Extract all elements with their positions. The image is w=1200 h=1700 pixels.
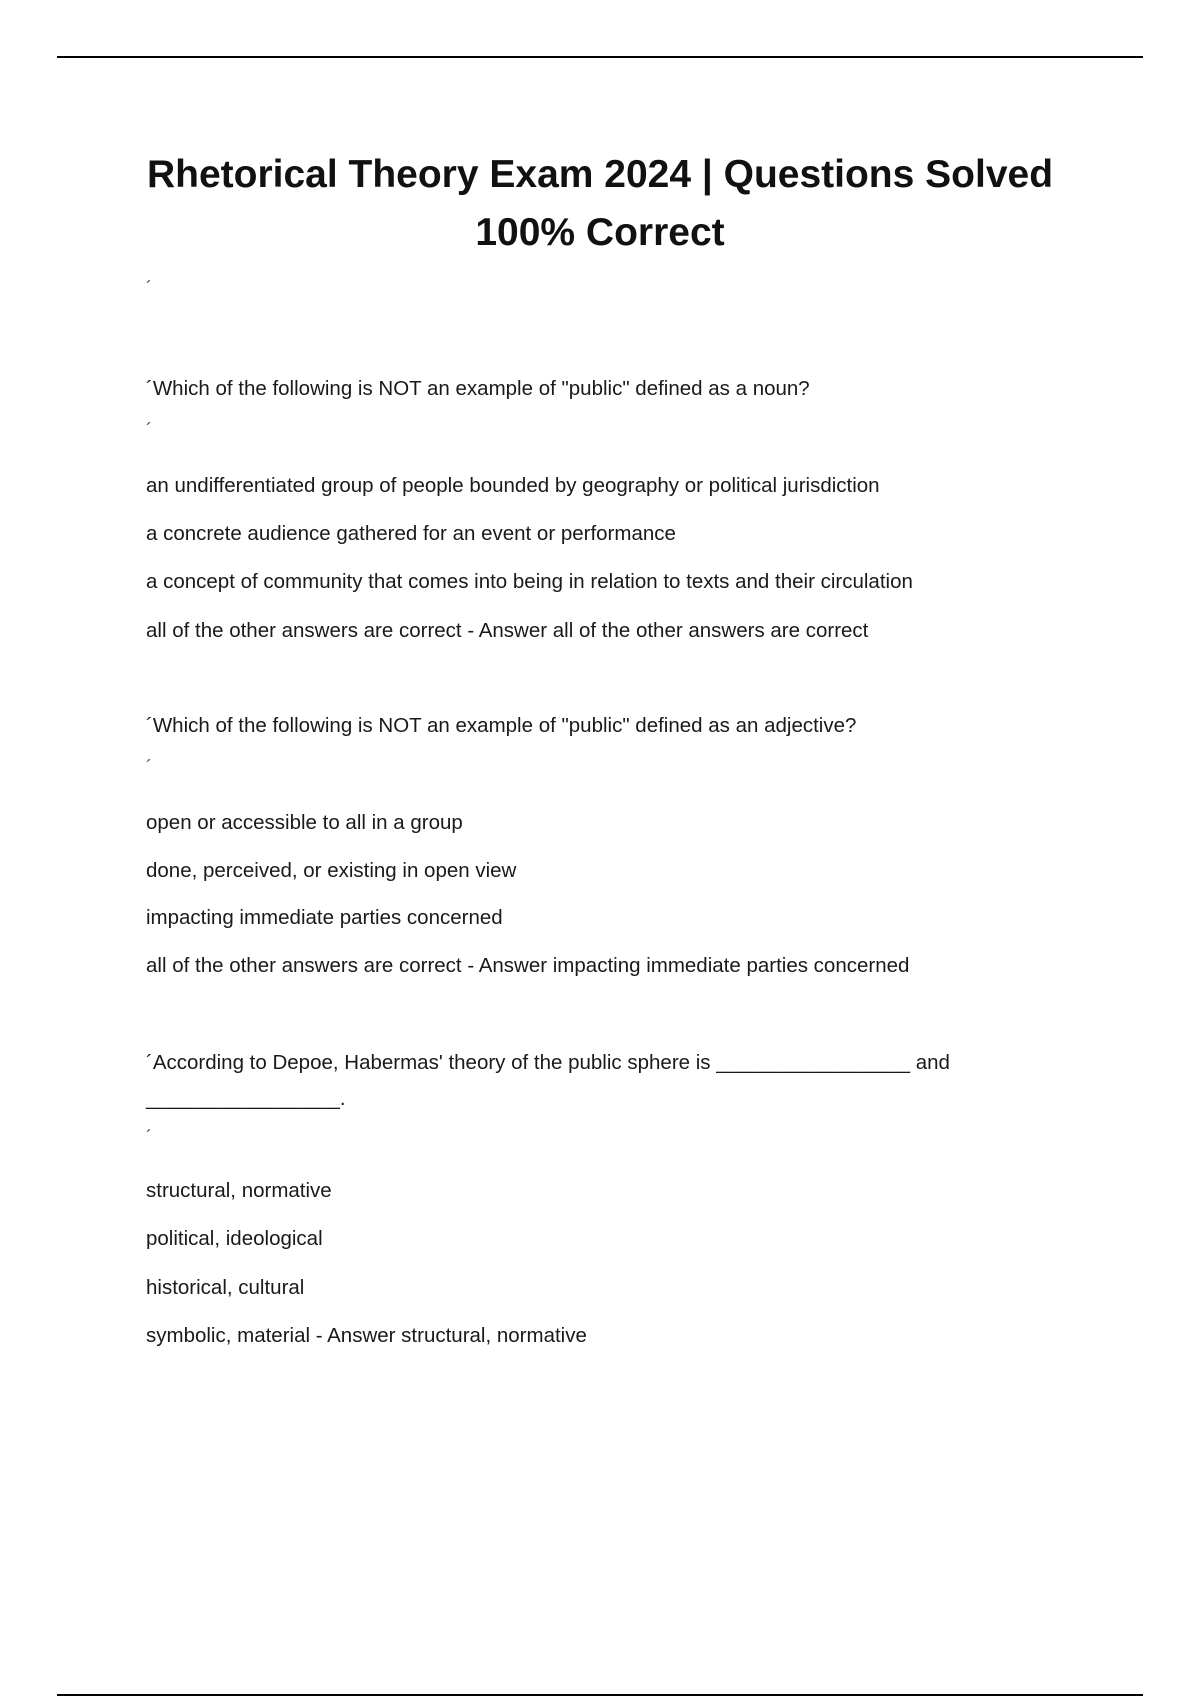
answer-option: all of the other answers are correct - Answer all of the other answers are correct xyxy=(146,619,869,642)
answer-option: symbolic, material - Answer structural, normative xyxy=(146,1324,587,1347)
answer-option: political, ideological xyxy=(146,1227,323,1250)
question-text: ´According to Depoe, Habermas' theory of the public sphere is _________________ and xyxy=(146,1051,950,1074)
stray-mark: ´ xyxy=(146,420,152,440)
answer-option: an undifferentiated group of people bounded by geography or political jurisdiction xyxy=(146,474,880,497)
document-title xyxy=(120,146,1080,262)
answer-option: historical, cultural xyxy=(146,1276,305,1299)
answer-option: impacting immediate parties concerned xyxy=(146,906,503,929)
bottom-rule xyxy=(57,1694,1143,1696)
answer-option: all of the other answers are correct - Answer impacting immediate parties concerned xyxy=(146,954,910,977)
question-text: ´Which of the following is NOT an example of "public" defined as a noun? xyxy=(146,377,810,400)
title-line-2: 100% Correct xyxy=(475,211,725,254)
stray-mark: ´ xyxy=(146,1127,152,1147)
question-text: ´Which of the following is NOT an example of "public" defined as an adjective? xyxy=(146,714,857,737)
answer-option: structural, normative xyxy=(146,1179,332,1202)
question-text-continued: _________________. xyxy=(146,1087,346,1110)
title-line-1: Rhetorical Theory Exam 2024 | Questions Solved xyxy=(146,153,1054,196)
answer-option: done, perceived, or existing in open view xyxy=(146,859,517,882)
answer-option: open or accessible to all in a group xyxy=(146,811,463,834)
answer-option: a concrete audience gathered for an event or performance xyxy=(146,522,676,545)
stray-mark: ´ xyxy=(146,757,152,777)
stray-mark: ´ xyxy=(146,278,152,298)
top-rule xyxy=(57,56,1143,58)
answer-option: a concept of community that comes into being in relation to texts and their circulation xyxy=(146,570,913,593)
